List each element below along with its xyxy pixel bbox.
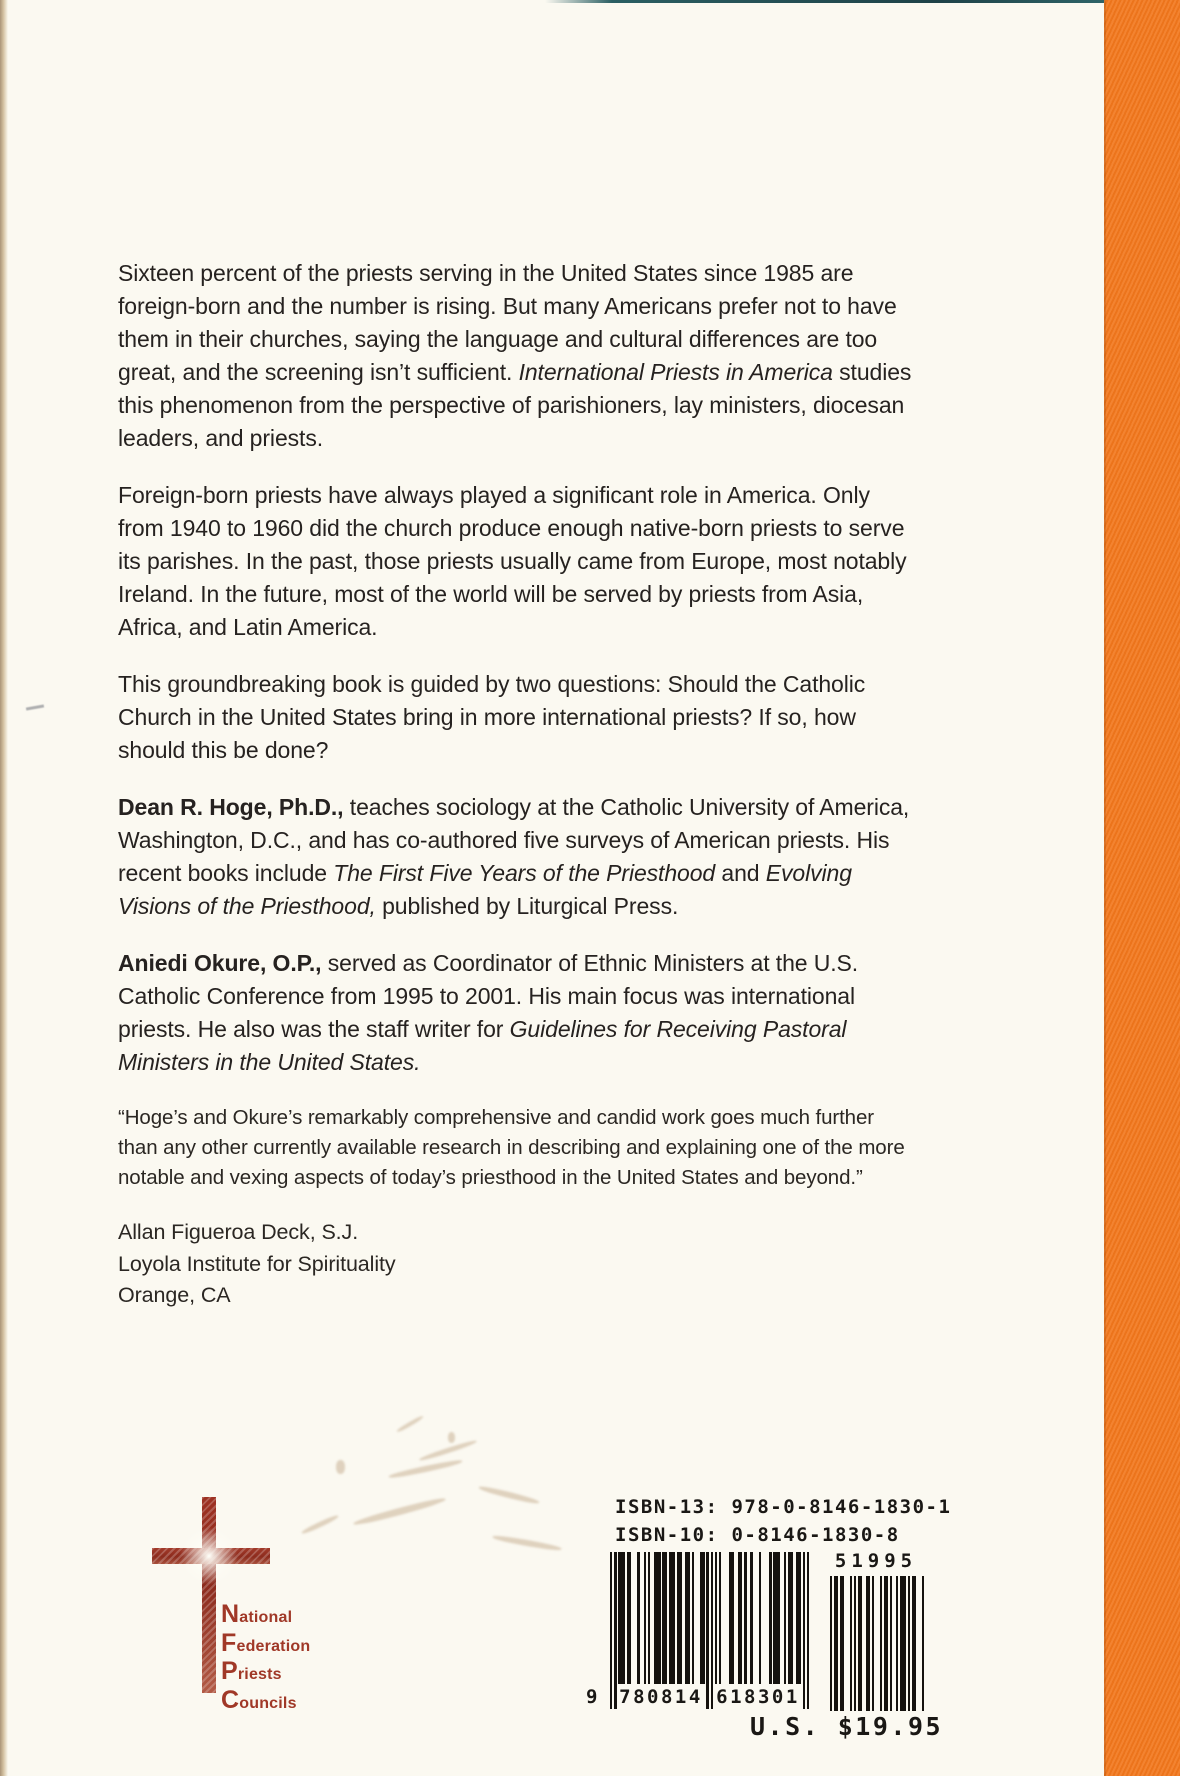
endorser-institute: Loyola Institute for Spirituality: [118, 1251, 396, 1276]
isbn10-text: ISBN-10: 0-8146-1830-8: [615, 1524, 900, 1546]
supplement-digits: 51995: [834, 1550, 918, 1572]
author-bio-okure: Aniedi Okure, O.P., served as Coordinator of Ethnic Ministers at the U.S. Catholic Conference from 1995 to 2001. His main focus was international priests. He also was the staff writer for Guidelines for Receiving Pastoral Ministers in the United States.: [118, 950, 859, 1075]
back-cover-paragraph-1: Sixteen percent of the priests serving in the United States since 1985 are foreign-born and the number is rising. But many Americans prefer not to have them in their churches, saying the language and cultural differences are too great, and the screening isn’t sufficient. International Priests in America studies this phenomenon from the perspective of parishioners, lay ministers, diocesan leaders, and priests.: [118, 260, 912, 451]
spine-edge: [0, 0, 8, 1776]
nfpc-word-councils: Councils: [221, 1685, 297, 1714]
back-cover-paragraph-2: Foreign-born priests have always played a significant role in America. Only from 1940 to 1960 did the church produce enough native-born priests to serve its parishes. In the past, those priests usually came from Europe, most notably Ireland. In the future, most of the world will be served by priests from Asia, Africa, and Latin America.: [118, 482, 907, 640]
top-scan-line: [545, 0, 1105, 3]
price-text: U.S. $19.95: [750, 1712, 944, 1741]
endorsement-quote: “Hoge’s and Okure’s remarkably comprehensive and candid work goes much further than any other currently available research in describing and explaining one of the more notable and vexing aspects of today’s priesthood in the United States and beyond.”: [118, 1106, 905, 1189]
endorsement-attribution: [118, 1217, 916, 1312]
barcode-digits-right: 618301: [716, 1686, 800, 1708]
nfpc-word-federation: Federation: [221, 1628, 311, 1657]
pen-mark: [26, 704, 44, 710]
nfpc-word-priests: Priests: [221, 1657, 282, 1685]
barcode-digits-left: 780814: [619, 1686, 703, 1708]
back-cover-text: [118, 257, 916, 1312]
cross-glow: [178, 1525, 240, 1587]
author-bio-hoge: Dean R. Hoge, Ph.D., teaches sociology at the Catholic University of America, Washington, D.C., and has co-authored five surveys of American priests. His recent books include The First Five Years of the Priesthood and Evolving Visions of the Priesthood, published by Liturgical Press.: [118, 794, 910, 919]
nfpc-word-national: National: [221, 1600, 293, 1628]
isbn13-text: ISBN-13: 978-0-8146-1830-1: [615, 1496, 952, 1518]
barcode-digit-first: 9: [586, 1686, 598, 1708]
accent-stripe: [1104, 0, 1180, 1776]
nfpc-logo-text: [221, 1602, 310, 1716]
endorser-name: Allan Figueroa Deck, S.J.: [118, 1220, 359, 1244]
supplement-barcode: [828, 1576, 924, 1711]
endorser-location: Orange, CA: [118, 1283, 231, 1307]
back-cover-paragraph-3: This groundbreaking book is guided by two questions: Should the Catholic Church in the United States bring in more international priests? If so, how should this be done?: [118, 671, 866, 763]
